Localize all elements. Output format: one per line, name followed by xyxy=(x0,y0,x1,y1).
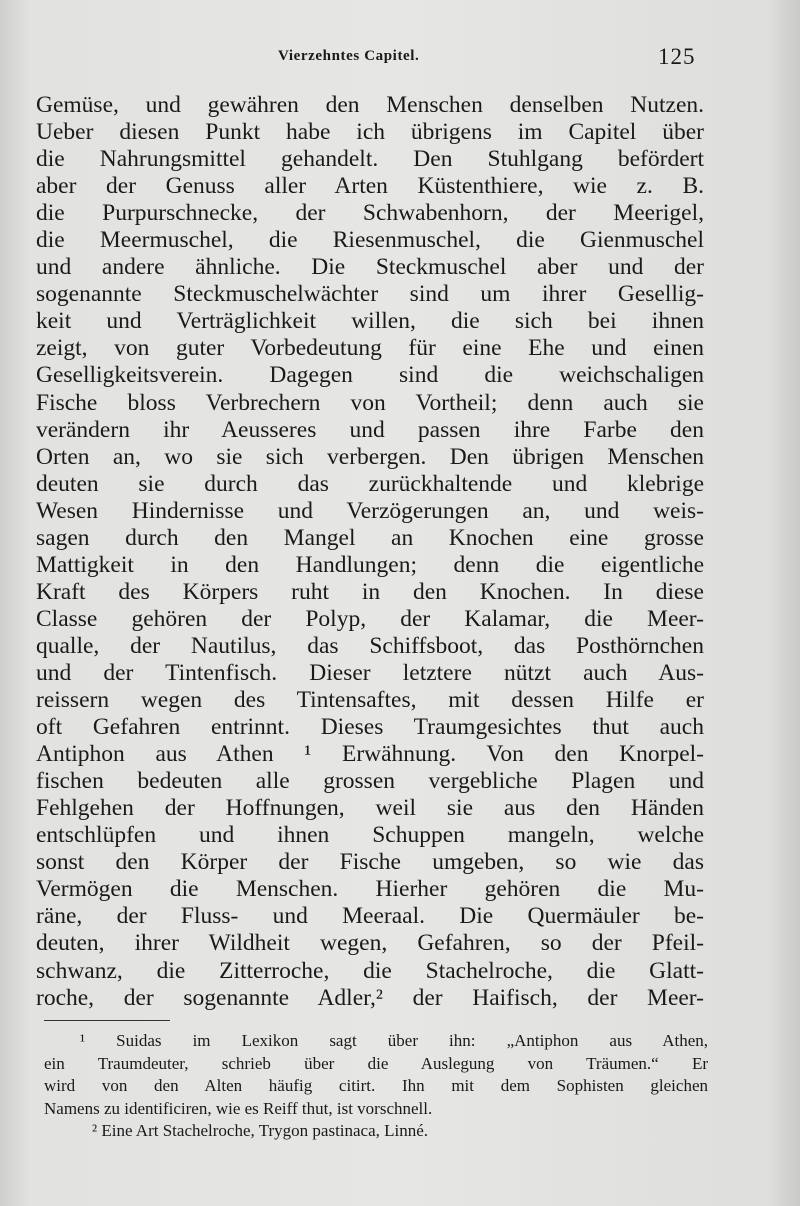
text-line: Classe gehören der Polyp, der Kalamar, die Meer- xyxy=(36,605,704,632)
text-line: Vermögen die Menschen. Hierher gehören die Mu- xyxy=(36,876,704,903)
text-line: deuten, ihrer Wildheit wegen, Gefahren, so der Pfeil- xyxy=(36,930,704,957)
text-line: verändern ihr Aeusseres und passen ihre Farbe den xyxy=(36,416,704,443)
text-line: Fehlgehen der Hoffnungen, weil sie aus den Händen xyxy=(36,795,704,822)
text-line: Wesen Hindernisse und Verzögerungen an, und weis- xyxy=(36,497,704,524)
running-header xyxy=(0,44,800,74)
text-line: fischen bedeuten alle grossen vergebliche Plagen und xyxy=(36,768,704,795)
text-line: zeigt, von guter Vorbedeutung für eine Ehe und einen xyxy=(36,335,704,362)
text-line: reissern wegen des Tintensaftes, mit dessen Hilfe er xyxy=(36,687,704,714)
footnote-2: ² Eine Art Stachelroche, Trygon pastinaca, Linné. xyxy=(92,1121,429,1140)
text-line: Gemüse, und gewähren den Menschen denselben Nutzen. xyxy=(36,92,704,118)
text-line: sagen durch den Mangel an Knochen eine grosse xyxy=(36,524,704,551)
text-line: die Nahrungsmittel gehandelt. Den Stuhlgang befördert xyxy=(36,146,704,173)
text-line: schwanz, die Zitterroche, die Stachelroche, die Glatt- xyxy=(36,957,704,984)
text-line: keit und Verträglichkeit willen, die sich bei ihnen xyxy=(36,308,704,335)
text-line: die Meermuschel, die Riesenmuschel, die Gienmuschel xyxy=(36,227,704,254)
text-line: räne, der Fluss- und Meeraal. Die Quermäuler be- xyxy=(36,903,704,930)
page-number: 125 xyxy=(658,44,696,69)
text-line: entschlüpfen und ihnen Schuppen mangeln, welche xyxy=(36,822,704,849)
text-line: roche, der sogenannte Adler,² der Haifisch, der Meer- xyxy=(36,984,704,1011)
text-line: Mattigkeit in den Handlungen; denn die eigentliche xyxy=(36,551,704,578)
text-line: Geselligkeitsverein. Dagegen sind die weichschaligen xyxy=(36,362,704,389)
main-text xyxy=(36,92,704,1012)
footnote-1-line: ein Traumdeuter, schrieb über die Auslegung von Träumen.“ Er xyxy=(44,1053,708,1073)
text-line: Ueber diesen Punkt habe ich übrigens im Capitel über xyxy=(36,119,704,146)
text-line: qualle, der Nautilus, das Schiffsboot, das Posthörnchen xyxy=(36,632,704,659)
text-line: Antiphon aus Athen ¹ Erwähnung. Von den Knorpel- xyxy=(36,741,704,768)
text-line: deuten sie durch das zurückhaltende und klebrige xyxy=(36,470,704,497)
text-line: und andere ähnliche. Die Steckmuschel aber und der xyxy=(36,254,704,281)
footnote-rule xyxy=(44,1020,170,1021)
text-line: sogenannte Steckmuschelwächter sind um ihrer Gesellig- xyxy=(36,281,704,308)
text-line: oft Gefahren entrinnt. Dieses Traumgesichtes thut auch xyxy=(36,714,704,741)
text-line: sonst den Körper der Fische umgeben, so wie das xyxy=(36,849,704,876)
chapter-title: Vierzehntes Capitel. xyxy=(278,48,420,64)
text-line: aber der Genuss aller Arten Küstenthiere, wie z. B. xyxy=(36,173,704,200)
text-line: und der Tintenfisch. Dieser letztere nützt auch Aus- xyxy=(36,659,704,686)
text-line: Orten an, wo sie sich verbergen. Den übrigen Menschen xyxy=(36,443,704,470)
text-line: Fische bloss Verbrechern von Vortheil; denn auch sie xyxy=(36,389,704,416)
footnote-1-line: wird von den Alten häufig citirt. Ihn mit dem Sophisten gleichen xyxy=(44,1076,708,1095)
text-line: die Purpurschnecke, der Schwabenhorn, der Meerigel, xyxy=(36,200,704,227)
text-line: Kraft des Körpers ruht in den Knochen. In diese xyxy=(36,578,704,605)
footnote-1-line: Namens zu identificiren, wie es Reiff thut, ist vorschnell. xyxy=(44,1098,433,1118)
footnotes xyxy=(44,1030,708,1143)
footnote-1-line: ¹ Suidas im Lexikon sagt über ihn: „Antiphon aus Athen, xyxy=(80,1031,708,1050)
